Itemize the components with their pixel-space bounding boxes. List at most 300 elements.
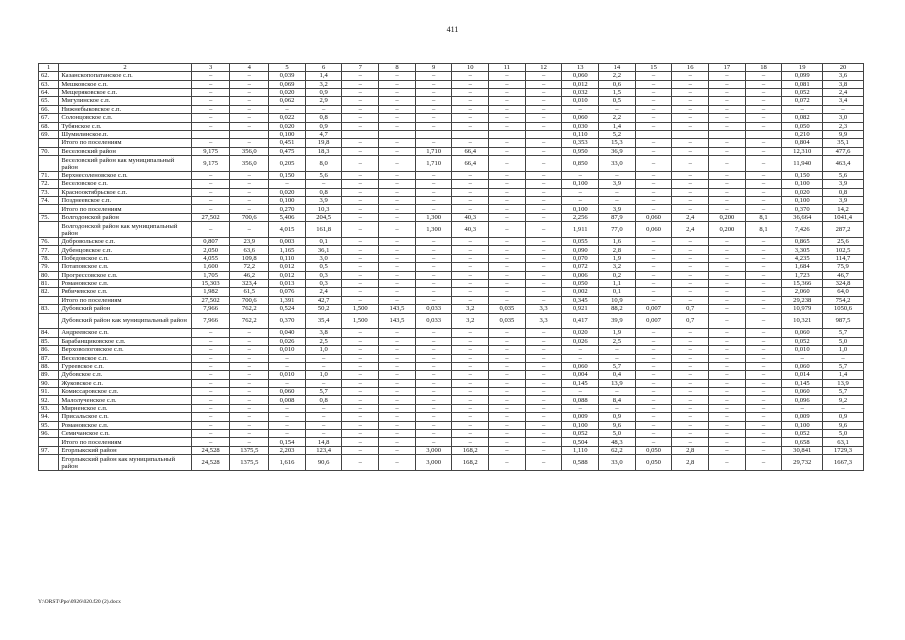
value-cell: –: [342, 362, 379, 370]
value-cell: –: [415, 379, 452, 387]
value-cell: –: [305, 379, 342, 387]
value-cell: –: [635, 147, 672, 155]
value-cell: –: [489, 396, 526, 404]
value-cell: –: [635, 197, 672, 205]
value-cell: –: [672, 263, 709, 271]
value-cell: 0,012: [269, 263, 306, 271]
row-name: Потаповское с.п.: [59, 263, 191, 271]
table-row: [39, 246, 864, 254]
value-cell: 0,9: [823, 413, 864, 421]
value-cell: 63,6: [230, 246, 269, 254]
value-cell: –: [305, 105, 342, 113]
value-cell: –: [379, 180, 416, 188]
value-cell: –: [745, 205, 782, 213]
value-cell: 0,014: [782, 371, 823, 379]
value-cell: –: [745, 238, 782, 246]
value-cell: 61,5: [230, 288, 269, 296]
data-table-container: [38, 63, 864, 471]
value-cell: [452, 130, 489, 138]
value-cell: –: [635, 438, 672, 446]
value-cell: –: [672, 72, 709, 80]
value-cell: –: [489, 346, 526, 354]
row-number: 69.: [39, 130, 59, 138]
value-cell: 0,050: [635, 446, 672, 454]
value-cell: 10,3: [305, 205, 342, 213]
value-cell: 0,060: [562, 72, 599, 80]
value-cell: 0,210: [782, 130, 823, 138]
value-cell: –: [745, 455, 782, 471]
value-cell: 15,366: [782, 280, 823, 288]
value-cell: 0,6: [599, 80, 636, 88]
value-cell: 0,099: [782, 72, 823, 80]
value-cell: 0,020: [269, 88, 306, 96]
value-cell: 2,9: [305, 97, 342, 105]
value-cell: 0,026: [562, 337, 599, 345]
value-cell: 1,710: [415, 156, 452, 172]
row-number: 82.: [39, 288, 59, 296]
value-cell: –: [379, 238, 416, 246]
value-cell: –: [709, 296, 746, 304]
value-cell: –: [709, 280, 746, 288]
value-cell: 2,5: [599, 337, 636, 345]
value-cell: –: [379, 114, 416, 122]
row-number: [39, 296, 59, 304]
value-cell: 3,9: [305, 197, 342, 205]
value-cell: –: [415, 263, 452, 271]
value-cell: –: [635, 354, 672, 362]
value-cell: –: [230, 329, 269, 337]
value-cell: [342, 130, 379, 138]
value-cell: –: [342, 88, 379, 96]
value-cell: 0,345: [562, 296, 599, 304]
value-cell: –: [489, 180, 526, 188]
value-cell: 0,205: [269, 156, 306, 172]
value-cell: 1,911: [562, 222, 599, 238]
value-cell: –: [672, 271, 709, 279]
value-cell: –: [379, 88, 416, 96]
value-cell: –: [230, 205, 269, 213]
row-name: Солонцовское с.п.: [59, 114, 191, 122]
value-cell: –: [525, 430, 562, 438]
value-cell: –: [379, 188, 416, 196]
value-cell: –: [415, 329, 452, 337]
value-cell: 1,500: [342, 305, 379, 313]
table-row: [39, 329, 864, 337]
row-name: Волгодонской район: [59, 213, 191, 221]
value-cell: –: [823, 354, 864, 362]
value-cell: 1,110: [562, 446, 599, 454]
value-cell: –: [745, 337, 782, 345]
row-name: Семичанское с.п.: [59, 430, 191, 438]
row-name: Егорлыкский район: [59, 446, 191, 454]
value-cell: 0,013: [269, 280, 306, 288]
value-cell: 0,052: [782, 337, 823, 345]
value-cell: 24,528: [191, 455, 230, 471]
value-cell: 0,150: [269, 171, 306, 179]
value-cell: 2,256: [562, 213, 599, 221]
value-cell: 3,3: [525, 313, 562, 329]
value-cell: 27,502: [191, 296, 230, 304]
value-cell: 204,5: [305, 213, 342, 221]
value-cell: –: [452, 438, 489, 446]
row-number: 84.: [39, 329, 59, 337]
value-cell: 9,6: [599, 421, 636, 429]
value-cell: 8,1: [745, 213, 782, 221]
row-name: Итого по поселениям: [59, 139, 191, 147]
value-cell: –: [342, 446, 379, 454]
value-cell: 0,5: [599, 97, 636, 105]
value-cell: –: [489, 156, 526, 172]
value-cell: 168,2: [452, 446, 489, 454]
value-cell: 0,020: [562, 329, 599, 337]
value-cell: –: [489, 105, 526, 113]
value-cell: –: [672, 346, 709, 354]
value-cell: 1,982: [191, 288, 230, 296]
value-cell: –: [342, 205, 379, 213]
value-cell: 39,9: [599, 313, 636, 329]
value-cell: 3,0: [305, 254, 342, 262]
value-cell: –: [230, 188, 269, 196]
value-cell: 0,004: [562, 371, 599, 379]
value-cell: –: [452, 337, 489, 345]
value-cell: –: [709, 139, 746, 147]
row-name: Верховологовское с.п.: [59, 346, 191, 354]
value-cell: –: [379, 97, 416, 105]
value-cell: 0,088: [562, 396, 599, 404]
value-cell: –: [672, 413, 709, 421]
value-cell: –: [745, 180, 782, 188]
value-cell: –: [599, 171, 636, 179]
value-cell: –: [745, 156, 782, 172]
value-cell: 0,1: [599, 288, 636, 296]
value-cell: –: [525, 354, 562, 362]
value-cell: –: [415, 88, 452, 96]
value-cell: –: [379, 72, 416, 80]
value-cell: 3,0: [823, 114, 864, 122]
value-cell: –: [342, 371, 379, 379]
value-cell: –: [489, 271, 526, 279]
value-cell: –: [452, 346, 489, 354]
value-cell: 0,003: [269, 238, 306, 246]
value-cell: 36,664: [782, 213, 823, 221]
value-cell: –: [415, 139, 452, 147]
value-cell: –: [525, 271, 562, 279]
value-cell: –: [635, 246, 672, 254]
table-row: [39, 421, 864, 429]
value-cell: 0,060: [635, 213, 672, 221]
table-row: [39, 188, 864, 196]
value-cell: 0,055: [562, 238, 599, 246]
value-cell: 63,1: [823, 438, 864, 446]
table-row: [39, 171, 864, 179]
value-cell: –: [452, 404, 489, 412]
value-cell: 10,9: [599, 296, 636, 304]
value-cell: –: [342, 263, 379, 271]
value-cell: –: [305, 421, 342, 429]
value-cell: 3,9: [823, 180, 864, 188]
value-cell: 4,7: [305, 130, 342, 138]
value-cell: 62,2: [599, 446, 636, 454]
value-cell: 75,9: [823, 263, 864, 271]
value-cell: –: [379, 156, 416, 172]
value-cell: 0,035: [489, 313, 526, 329]
value-cell: –: [525, 197, 562, 205]
value-cell: –: [230, 413, 269, 421]
value-cell: –: [709, 413, 746, 421]
value-cell: –: [379, 271, 416, 279]
value-cell: 5,7: [599, 362, 636, 370]
value-cell: –: [709, 362, 746, 370]
value-cell: –: [191, 362, 230, 370]
value-cell: –: [305, 413, 342, 421]
value-cell: –: [230, 388, 269, 396]
value-cell: –: [191, 97, 230, 105]
row-name: Дубовский район: [59, 305, 191, 313]
value-cell: –: [745, 147, 782, 155]
value-cell: –: [635, 337, 672, 345]
value-cell: –: [635, 288, 672, 296]
table-row: [39, 379, 864, 387]
header-cell: 15: [635, 64, 672, 72]
value-cell: –: [635, 421, 672, 429]
value-cell: 1,500: [342, 313, 379, 329]
value-cell: –: [415, 354, 452, 362]
row-number: 79.: [39, 263, 59, 271]
value-cell: –: [525, 396, 562, 404]
value-cell: 1,684: [782, 263, 823, 271]
header-cell: 14: [599, 64, 636, 72]
value-cell: –: [191, 379, 230, 387]
value-cell: –: [489, 404, 526, 412]
row-number: [39, 205, 59, 213]
value-cell: –: [525, 122, 562, 130]
value-cell: –: [269, 413, 306, 421]
value-cell: –: [672, 197, 709, 205]
value-cell: –: [745, 430, 782, 438]
value-cell: 36,9: [599, 147, 636, 155]
value-cell: –: [342, 171, 379, 179]
value-cell: 9,175: [191, 147, 230, 155]
value-cell: –: [709, 329, 746, 337]
value-cell: 33,0: [599, 455, 636, 471]
value-cell: 0,8: [305, 396, 342, 404]
header-cell: 17: [709, 64, 746, 72]
value-cell: –: [269, 180, 306, 188]
value-cell: –: [452, 329, 489, 337]
value-cell: –: [745, 97, 782, 105]
row-name: Веселовский район: [59, 147, 191, 155]
value-cell: –: [191, 171, 230, 179]
value-cell: 0,035: [489, 305, 526, 313]
value-cell: –: [191, 346, 230, 354]
value-cell: –: [342, 147, 379, 155]
value-cell: 7,426: [782, 222, 823, 238]
value-cell: 0,020: [269, 188, 306, 196]
value-cell: –: [342, 105, 379, 113]
value-cell: –: [525, 139, 562, 147]
value-cell: –: [415, 388, 452, 396]
header-cell: 2: [59, 64, 191, 72]
value-cell: 1,6: [599, 238, 636, 246]
value-cell: –: [452, 80, 489, 88]
row-number: 92.: [39, 396, 59, 404]
value-cell: –: [230, 396, 269, 404]
value-cell: 10,321: [782, 313, 823, 329]
value-cell: –: [489, 413, 526, 421]
value-cell: –: [489, 362, 526, 370]
value-cell: –: [415, 97, 452, 105]
header-cell: 11: [489, 64, 526, 72]
value-cell: –: [191, 404, 230, 412]
value-cell: 50,2: [305, 305, 342, 313]
value-cell: [635, 130, 672, 138]
value-cell: 13,9: [599, 379, 636, 387]
row-number: [39, 455, 59, 471]
value-cell: 0,100: [562, 180, 599, 188]
value-cell: 23,9: [230, 238, 269, 246]
value-cell: 0,010: [269, 371, 306, 379]
value-cell: 0,100: [269, 197, 306, 205]
value-cell: –: [379, 296, 416, 304]
value-cell: 1,5: [599, 88, 636, 96]
value-cell: –: [452, 238, 489, 246]
value-cell: –: [342, 280, 379, 288]
value-cell: –: [230, 139, 269, 147]
value-cell: –: [452, 362, 489, 370]
value-cell: –: [489, 379, 526, 387]
value-cell: –: [379, 147, 416, 155]
value-cell: 987,5: [823, 313, 864, 329]
value-cell: –: [489, 246, 526, 254]
value-cell: 0,807: [191, 238, 230, 246]
row-name: Присальское с.п.: [59, 413, 191, 421]
table-row: [39, 404, 864, 412]
header-cell: 4: [230, 64, 269, 72]
value-cell: –: [415, 114, 452, 122]
value-cell: 15,303: [191, 280, 230, 288]
value-cell: –: [709, 271, 746, 279]
value-cell: 0,2: [599, 271, 636, 279]
row-name: Веселовское с.п.: [59, 180, 191, 188]
value-cell: 3,6: [823, 72, 864, 80]
value-cell: 2,8: [672, 446, 709, 454]
row-name: Позднеевское с.п.: [59, 197, 191, 205]
value-cell: –: [342, 430, 379, 438]
value-cell: –: [489, 147, 526, 155]
value-cell: 0,010: [562, 97, 599, 105]
row-name: Казанскопопатанское с.п.: [59, 72, 191, 80]
value-cell: –: [191, 329, 230, 337]
header-cell: 6: [305, 64, 342, 72]
row-number: [39, 438, 59, 446]
value-cell: –: [562, 105, 599, 113]
value-cell: –: [525, 254, 562, 262]
value-cell: 0,050: [635, 455, 672, 471]
value-cell: –: [452, 171, 489, 179]
footer-file-path: Y:\ORST\Ppo\0926\020.f20 (2).docx: [38, 599, 121, 605]
value-cell: –: [452, 263, 489, 271]
row-number: 63.: [39, 80, 59, 88]
header-cell: 13: [562, 64, 599, 72]
value-cell: –: [230, 114, 269, 122]
value-cell: 0,020: [269, 122, 306, 130]
value-cell: 3,000: [415, 446, 452, 454]
value-cell: –: [672, 88, 709, 96]
value-cell: –: [709, 72, 746, 80]
value-cell: –: [191, 105, 230, 113]
value-cell: –: [635, 205, 672, 213]
value-cell: –: [191, 337, 230, 345]
value-cell: –: [525, 263, 562, 271]
value-cell: 33,0: [599, 156, 636, 172]
value-cell: 14,2: [823, 205, 864, 213]
header-cell: 9: [415, 64, 452, 72]
value-cell: –: [672, 337, 709, 345]
value-cell: 8,0: [305, 156, 342, 172]
row-number: 78.: [39, 254, 59, 262]
value-cell: 0,110: [269, 254, 306, 262]
value-cell: –: [342, 438, 379, 446]
value-cell: –: [525, 438, 562, 446]
value-cell: –: [342, 421, 379, 429]
value-cell: –: [452, 180, 489, 188]
value-cell: –: [379, 388, 416, 396]
row-name: Добровольское с.п.: [59, 238, 191, 246]
table-row: [39, 337, 864, 345]
value-cell: –: [672, 296, 709, 304]
value-cell: 1,9: [599, 254, 636, 262]
value-cell: [379, 130, 416, 138]
value-cell: –: [709, 305, 746, 313]
value-cell: 0,145: [562, 379, 599, 387]
table-row: [39, 371, 864, 379]
row-number: 87.: [39, 354, 59, 362]
table-row: [39, 362, 864, 370]
value-cell: 0,417: [562, 313, 599, 329]
value-cell: –: [415, 180, 452, 188]
value-cell: –: [342, 396, 379, 404]
value-cell: –: [379, 171, 416, 179]
value-cell: –: [342, 413, 379, 421]
value-cell: –: [342, 337, 379, 345]
value-cell: 7,966: [191, 313, 230, 329]
value-cell: 10,979: [782, 305, 823, 313]
value-cell: –: [342, 114, 379, 122]
value-cell: –: [745, 246, 782, 254]
value-cell: 0,5: [305, 263, 342, 271]
value-cell: –: [745, 88, 782, 96]
value-cell: 8,1: [745, 222, 782, 238]
table-row: [39, 455, 864, 471]
value-cell: [525, 130, 562, 138]
value-cell: –: [379, 413, 416, 421]
value-cell: –: [379, 139, 416, 147]
value-cell: –: [191, 114, 230, 122]
value-cell: –: [489, 80, 526, 88]
value-cell: –: [342, 455, 379, 471]
value-cell: 0,032: [562, 88, 599, 96]
value-cell: 0,451: [269, 139, 306, 147]
header-cell: 8: [379, 64, 416, 72]
value-cell: –: [525, 171, 562, 179]
value-cell: 1,723: [782, 271, 823, 279]
value-cell: 36,1: [305, 246, 342, 254]
value-cell: –: [452, 421, 489, 429]
value-cell: –: [342, 379, 379, 387]
value-cell: –: [230, 97, 269, 105]
value-cell: –: [745, 379, 782, 387]
value-cell: [191, 130, 230, 138]
